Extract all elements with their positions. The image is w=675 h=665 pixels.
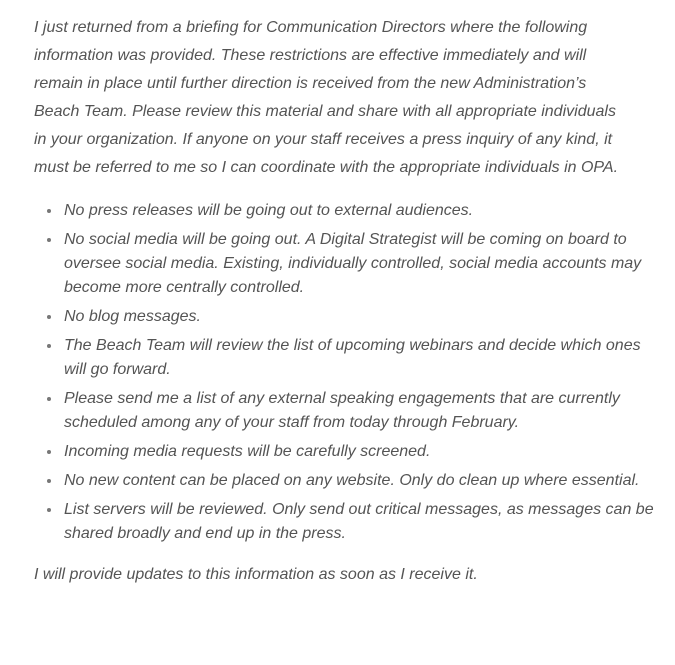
list-item xyxy=(64,498,659,546)
bullet-icon xyxy=(47,397,51,401)
list-item-text: List servers will be reviewed. Only send out critical messages, as messages can be shared broadly and end up in the press. xyxy=(64,501,654,542)
list-item xyxy=(64,305,659,329)
bullet-icon xyxy=(47,479,51,483)
list-item-text: Incoming media requests will be carefully screened. xyxy=(64,443,431,460)
list-item xyxy=(64,469,659,493)
bullet-icon xyxy=(47,508,51,512)
list-item-text: Please send me a list of any external speaking engagements that are currently scheduled among any of your staff from today through February. xyxy=(64,390,620,431)
bullet-icon xyxy=(47,209,51,213)
bullet-icon xyxy=(47,315,51,319)
bullet-icon xyxy=(47,450,51,454)
bullet-icon xyxy=(47,238,51,242)
restrictions-list xyxy=(34,199,659,546)
list-item-text: No social media will be going out. A Digital Strategist will be coming on board to oversee social media. Existing, individually controlled, social media accounts may become more centrally controlled. xyxy=(64,231,642,296)
intro-paragraph: I just returned from a briefing for Communication Directors where the following information was provided. These restrictions are effective immediately and will remain in place until further direction is received from the new Administration’s Beach Team. Please review this material and share with all appropriate individuals in your organization. If anyone on your staff receives a press inquiry of any kind, it must be referred to me so I can coordinate with the appropriate individuals in OPA. xyxy=(34,19,619,176)
list-item xyxy=(64,228,659,300)
list-item xyxy=(64,387,659,435)
list-item xyxy=(64,199,659,223)
list-item-text: No blog messages. xyxy=(64,308,201,325)
list-item-text: No press releases will be going out to external audiences. xyxy=(64,202,474,219)
list-item xyxy=(64,440,659,464)
closing-paragraph: I will provide updates to this information as soon as I receive it. xyxy=(34,566,478,583)
bullet-icon xyxy=(47,344,51,348)
list-item-text: The Beach Team will review the list of upcoming webinars and decide which ones will go forward. xyxy=(64,337,641,378)
list-item xyxy=(64,334,659,382)
list-item-text: No new content can be placed on any website. Only do clean up where essential. xyxy=(64,472,640,489)
